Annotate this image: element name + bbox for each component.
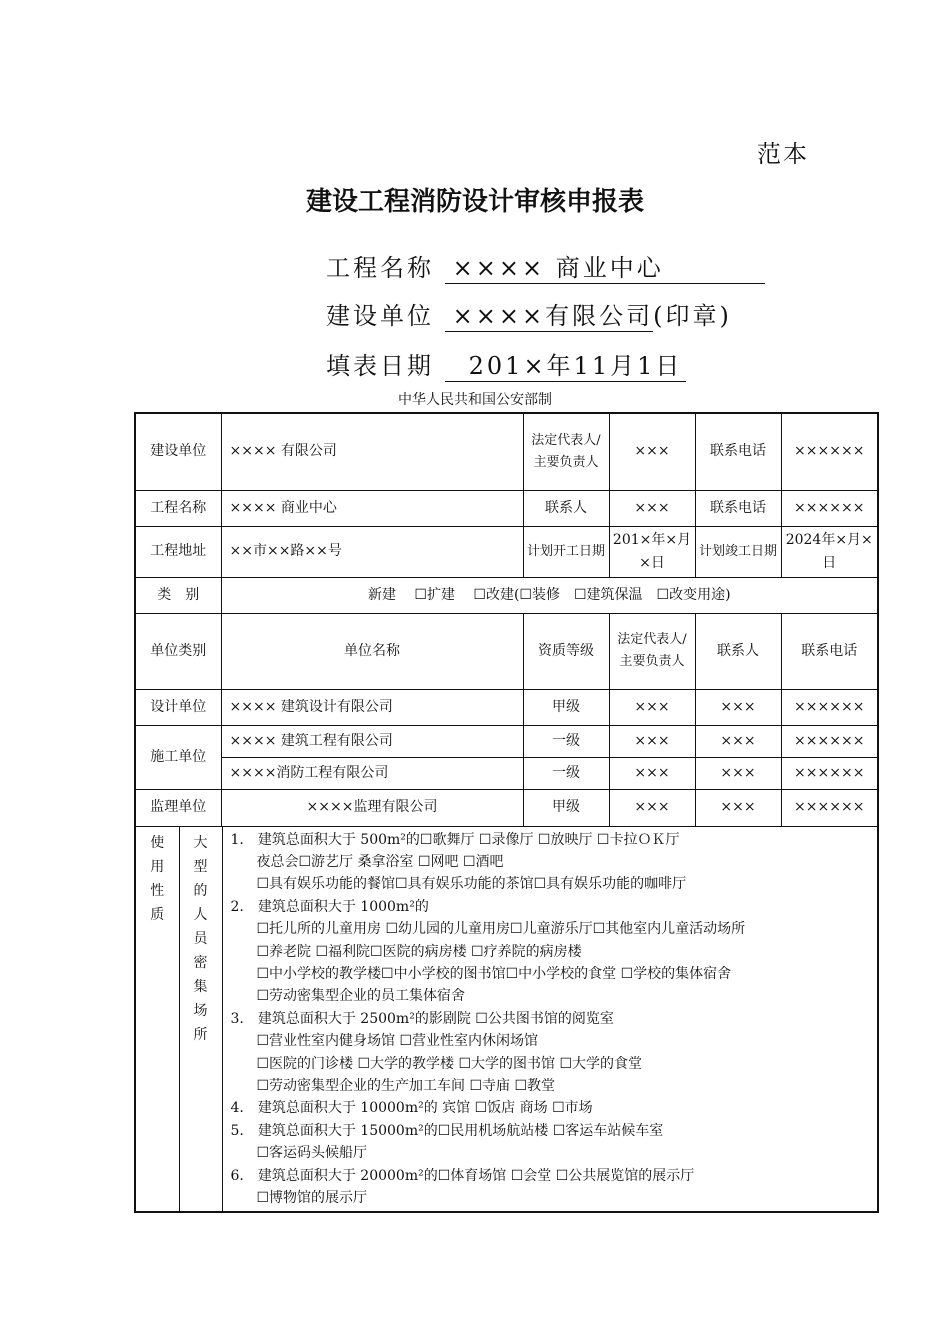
column-header: 单位类别 [135,613,221,689]
rep-cell: ××× [609,789,695,826]
rep-cell: ××× [609,757,695,789]
units-header-row [135,613,878,689]
tel-cell: ×××××× [781,689,878,725]
usage-line: 5. 建筑总面积大于 15000m²的☐民用机场航站楼 ☐客运车站候车室 [230,1122,664,1139]
address-cell: ××市××路××号 [221,526,523,577]
column-header: 单位名称 [221,613,523,689]
usage-line: 2. 建筑总面积大于 1000m²的 [230,898,429,915]
column-header: 联系电话 [781,613,878,689]
sample-label: 范本 [757,140,809,168]
contact-cell: ××× [695,689,781,725]
date-label: 填表日期 [326,352,434,380]
contact-value-cell: ××× [609,490,695,526]
usage-line: 3. 建筑总面积大于 2500m²的影剧院 ☐公共图书馆的阅览室 [230,1010,614,1027]
tel-cell: ×××××× [781,725,878,757]
application-table [134,412,879,1213]
column-header: 法定代表人/主要负责人 [609,613,695,689]
cell-label: 工程名称 [135,490,221,526]
tel-label-cell: 联系电话 [695,490,781,526]
rep-cell: ××× [609,725,695,757]
unit-type-cell: 监理单位 [135,789,221,826]
contact-label-cell: 联系人 [523,490,609,526]
address-row [135,526,878,577]
project-name-label: 工程名称 [326,254,434,282]
tel-label-cell: 联系电话 [695,413,781,490]
start-date-value-cell: 201×年×月×日 [609,526,695,577]
category-label-cell: 类 别 [135,577,221,613]
unit-name-cell: ×××× 建筑工程有限公司 [221,725,523,757]
issuer-note: 中华人民共和国公安部制 [398,392,552,408]
usage-list [231,829,871,1210]
grade-cell: 甲级 [523,689,609,725]
nature-label: 使 用 性 质 [150,834,165,923]
usage-line: ☐博物馆的展示厅 [256,1190,368,1206]
rep-value-cell: ××× [609,413,695,490]
category-row [135,577,878,613]
contact-cell: ××× [695,757,781,789]
date-line [326,346,686,382]
project-name-value: ×××× 商业中心 [445,253,765,284]
supervision-unit-row [135,789,878,826]
place-label: 大 型 的 人 员 密 集 场 所 [193,834,208,1043]
usage-line: 夜总会☐游艺厅 桑拿浴室 ☐网吧 ☐酒吧 [256,853,504,870]
start-date-label-cell: 计划开工日期 [523,526,609,577]
usage-line: ☐养老院 ☐福利院☐医院的病房楼 ☐疗养院的病房楼 [256,943,582,960]
grade-cell: 甲级 [523,789,609,826]
usage-list-cell [222,827,746,1212]
column-header: 联系人 [695,613,781,689]
usage-line: ☐劳动密集型企业的员工集体宿舍 [256,988,466,1005]
tel-cell: ×××××× [781,789,878,826]
builder-name-cell: ×××× 有限公司 [221,413,523,490]
tel-cell: ×××××× [781,757,878,789]
unit-name-cell: ××××消防工程有限公司 [221,757,523,789]
builder-value: ××××有限公司 [445,301,653,332]
builder-seal-suffix: (印章) [653,302,732,330]
grade-cell: 一级 [523,757,609,789]
grade-cell: 一级 [523,725,609,757]
usage-line: ☐具有娱乐功能的餐馆☐具有娱乐功能的茶馆☐具有娱乐功能的咖啡厅 [256,876,687,893]
project-row [135,490,878,526]
category-options-cell: 新建 ☐扩建 ☐改建(☐装修 ☐建筑保温 ☐改变用途) [221,577,878,613]
end-date-label-cell: 计划竣工日期 [695,526,781,577]
usage-line: ☐中小学校的教学楼☐中小学校的图书馆☐中小学校的食堂 ☐学校的集体宿舍 [256,965,732,982]
tel-value-cell: ×××××× [781,413,878,490]
usage-line: ☐客运码头候船厅 [256,1145,368,1162]
builder-line [326,296,732,332]
page-title: 建设工程消防设计审核申报表 [305,187,644,217]
construction-unit-row [135,725,878,757]
cell-label: 建设单位 [135,413,221,490]
tel-value-cell: ×××××× [781,490,878,526]
usage-line: 1. 建筑总面积大于 500m²的☐歌舞厅 ☐录像厅 ☐放映厅 ☐卡拉ＯＫ厅 [230,831,680,848]
unit-name-cell: ×××× 建筑设计有限公司 [221,689,523,725]
nature-label-cell [136,827,179,1212]
usage-line: ☐劳动密集型企业的生产加工车间 ☐寺庙 ☐教堂 [256,1077,556,1094]
cell-label: 工程地址 [135,526,221,577]
project-name-line [326,248,765,284]
usage-line: 4. 建筑总面积大于 10000m²的 宾馆 ☐饭店 商场 ☐市场 [230,1100,593,1117]
unit-name-cell: ××××监理有限公司 [221,789,523,826]
usage-line: 6. 建筑总面积大于 20000m²的☐体育场馆 ☐会堂 ☐公共展览馆的展示厅 [230,1167,695,1184]
usage-line: ☐医院的门诊楼 ☐大学的教学楼 ☐大学的图书馆 ☐大学的食堂 [256,1055,643,1072]
builder-row [135,413,878,490]
usage-inner-table [136,827,746,1212]
design-unit-row [135,689,878,725]
column-header: 资质等级 [523,613,609,689]
place-label-cell [179,827,222,1212]
rep-label-cell: 法定代表人/主要负责人 [523,413,609,490]
rep-cell: ××× [609,689,695,725]
unit-type-cell: 设计单位 [135,689,221,725]
construction-unit-row [135,757,878,789]
contact-cell: ××× [695,789,781,826]
usage-line: ☐托儿所的儿童用房 ☐幼儿园的儿童用房☐儿童游乐厅☐其他室内儿童活动场所 [256,921,746,938]
usage-row [135,826,878,1212]
unit-type-cell: 施工单位 [135,725,221,789]
date-value: 201×年11月1日 [445,351,687,382]
usage-line: ☐营业性室内健身场馆 ☐营业性室内休闲场馆 [256,1033,539,1050]
end-date-value-cell: 2024年×月×日 [781,526,878,577]
usage-block [135,826,746,1212]
builder-label: 建设单位 [326,302,434,330]
contact-cell: ××× [695,725,781,757]
project-name-cell: ×××× 商业中心 [221,490,523,526]
